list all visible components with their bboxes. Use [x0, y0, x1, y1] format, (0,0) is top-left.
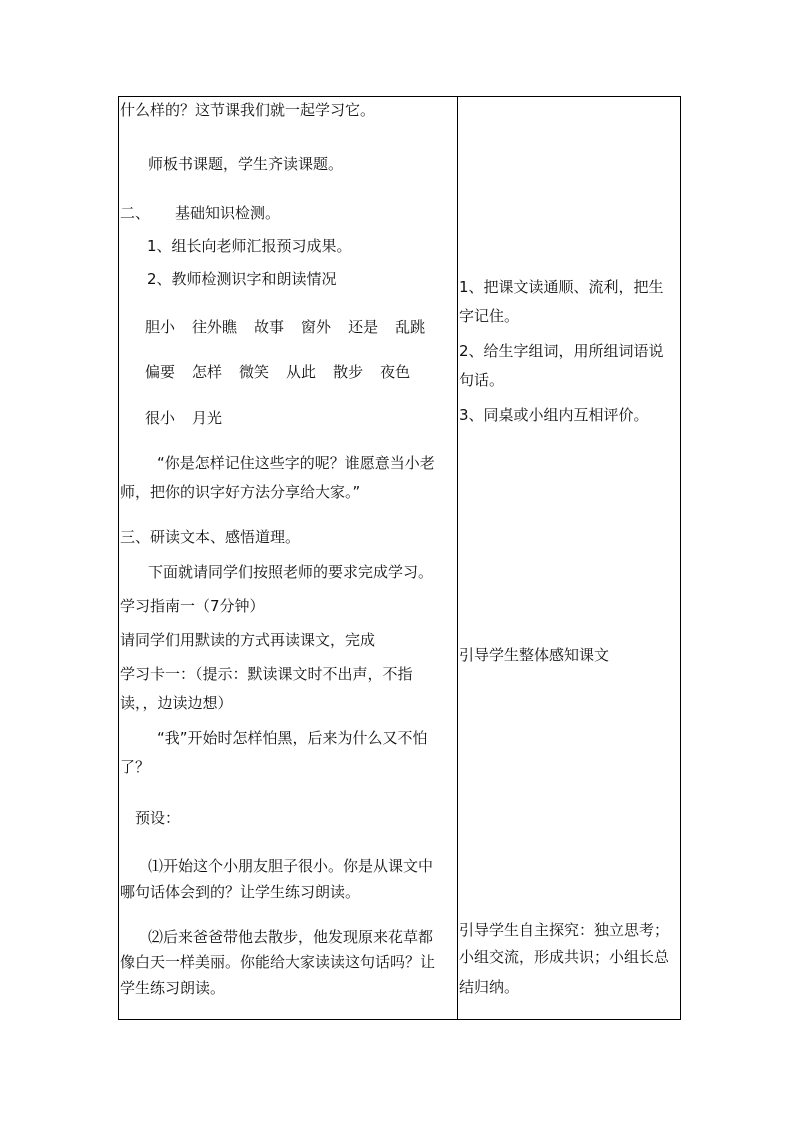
- word: 散步: [333, 363, 364, 381]
- me-line-1: “我”开始时怎样怕黑，后来为什么又不怕: [157, 729, 428, 747]
- intent-1-line-2: 字记住。: [459, 307, 520, 325]
- intent-5-line-1: 引导学生自主探究：独立思考；: [459, 921, 670, 939]
- word: 月光: [192, 409, 223, 427]
- intent-5-line-3: 结归纳。: [459, 978, 520, 996]
- word: 微笑: [239, 363, 270, 381]
- guide-line-3: 读，，边读边想）: [120, 694, 233, 712]
- intent-5-line-2: 小组交流，形成共识；小组长总: [459, 948, 670, 966]
- word: 偏要: [145, 363, 176, 381]
- preset-2-line-3: 学生练习朗读。: [120, 979, 226, 997]
- word: 很小: [145, 409, 176, 427]
- guide-line-2: 学习卡一：（提示：默读课文时不出声，不指: [120, 665, 413, 683]
- intent-2-line-2: 句话。: [459, 371, 505, 389]
- preset-2-line-2: 像白天一样美丽。你能给大家读读这句话吗？让: [120, 953, 436, 971]
- word: 夜色: [380, 363, 411, 381]
- intent-2-line-1: 2、给生字组词，用所组词语说: [459, 342, 664, 360]
- word-row-2: [145, 362, 427, 382]
- word: 还是: [348, 318, 379, 336]
- lesson-plan-table: [118, 96, 681, 1020]
- guide-title: 学习指南一（7分钟）: [120, 597, 265, 615]
- word: 乱跳: [395, 318, 426, 336]
- teaching-process-cell: [119, 97, 458, 1020]
- section3-title: 三、研读文本、感悟道理。: [120, 528, 301, 546]
- intro-line: 什么样的？这节课我们就一起学习它。: [120, 101, 376, 119]
- word-row-3: [145, 408, 239, 428]
- guide-line-1: 请同学们用默读的方式再读课文，完成: [120, 631, 376, 649]
- table-row: [119, 97, 681, 1020]
- word: 胆小: [145, 318, 176, 336]
- word-row-1: [145, 317, 442, 337]
- preset-1-line-1: ⑴开始这个小朋友胆子很小。你是从课文中: [148, 857, 434, 875]
- word: 窗外: [301, 318, 332, 336]
- word: 怎样: [192, 363, 223, 381]
- preset-1-line-2: 哪句话体会到的？让学生练习朗读。: [120, 883, 361, 901]
- preset-2-line-1: ⑵后来爸爸带他去散步，他发现原来花草都: [148, 928, 434, 946]
- intent-3: 3、同桌或小组内互相评价。: [459, 406, 649, 424]
- step-2: 2、教师检测识字和朗读情况: [147, 270, 337, 288]
- section2-number: 二、: [120, 204, 151, 222]
- step-1: 1、组长向老师汇报预习成果。: [147, 237, 352, 255]
- intent-1-line-1: 1、把课文读通顺、流利，把生: [459, 278, 664, 296]
- question-line-2: 师，把你的识字好方法分享给大家。”: [120, 483, 361, 501]
- board-line: 师板书课题，学生齐读课题。: [148, 155, 344, 173]
- intent-4: 引导学生整体感知课文: [459, 646, 610, 664]
- question-line-1: “你是怎样记住这些字的呢？谁愿意当小老: [157, 454, 435, 472]
- preset-label: 预设：: [135, 809, 181, 827]
- me-line-2: 了？: [120, 758, 151, 776]
- word: 故事: [254, 318, 285, 336]
- follow-line: 下面就请同学们按照老师的要求完成学习。: [148, 563, 434, 581]
- section2-title: 基础知识检测。: [175, 204, 281, 222]
- word: 往外瞧: [192, 318, 238, 336]
- design-intent-cell: [458, 97, 681, 1020]
- word: 从此: [286, 363, 317, 381]
